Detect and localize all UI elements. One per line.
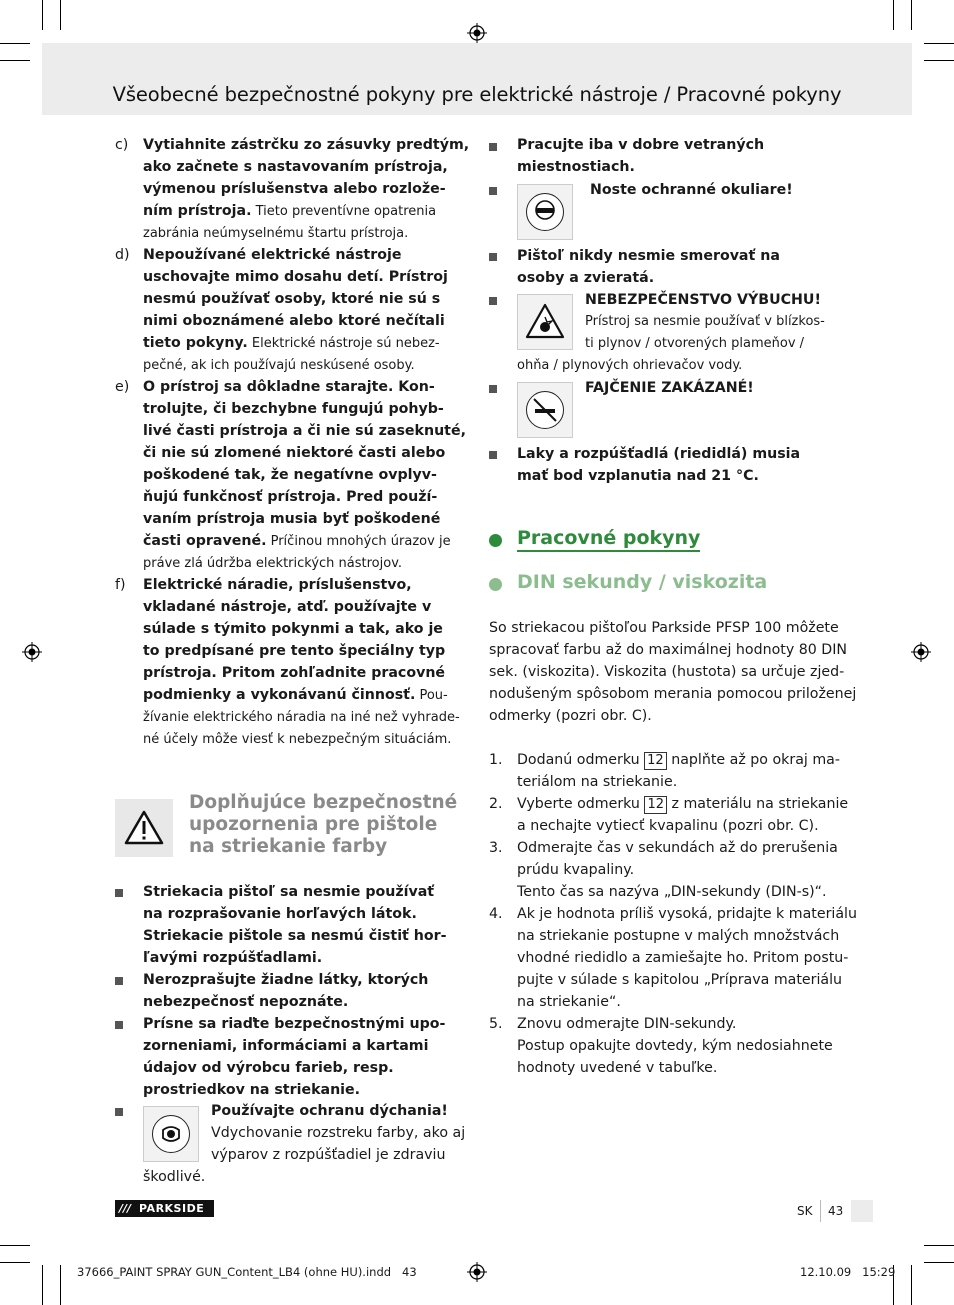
brand-logo: /// PARKSIDE	[115, 1200, 214, 1217]
bullet-square-icon	[115, 977, 123, 985]
crop-mark	[911, 1265, 912, 1305]
text-run: nimi oboznámené alebo ktoré nečítali	[143, 313, 445, 329]
text-line	[143, 134, 469, 156]
text-line	[143, 552, 402, 575]
text-run: časti opravené.	[143, 533, 267, 549]
figure-ref-badge: 12	[644, 796, 667, 814]
crop-mark	[0, 1262, 30, 1263]
text-line	[143, 266, 448, 288]
text-line: Odmerajte čas v sekundách až do prerušenia	[517, 840, 838, 856]
crop-mark	[924, 60, 954, 61]
text-line	[143, 156, 448, 178]
text-line: Nerozprašujte žiadne látky, ktorých	[143, 972, 429, 988]
text-run: ňujú funkčnosť prístroja. Pred použí-	[143, 489, 438, 505]
bullet-square-icon	[489, 253, 497, 261]
text-run: pečné, ak ich používajú neskúsené osoby.	[143, 358, 415, 373]
text-line	[143, 618, 443, 640]
text-line: na rozprašovanie horľavých látok.	[143, 906, 417, 922]
text-line: pujte v súlade s kapitolou „Príprava materiálu	[517, 972, 843, 988]
text-line	[143, 420, 466, 442]
text-line: Prísne sa riaďte bezpečnostnými upo-	[143, 1016, 446, 1032]
right-bullets: Pracujte iba v dobre vetraných miestnostiach. Noste ochranné okuliare! Pištoľ nikdy nesmie smerovať na osoby a zvieratá. NEBEZPEČENSTVO VÝBUCHU! Prístroj sa nesmie používať v blízkos- ti plynov / otvorených plameňov / ohňa / plynových ohrievačov vody. FAJČENIE ZAKÁZANÉ! Laky a rozpúšťadlá (riedidlá) musia mať bod vzplanutia nad 21 °C.	[489, 134, 849, 494]
page-tab	[851, 1200, 873, 1222]
text-run: Tieto preventívne opatrenia	[251, 204, 437, 219]
text-line: odmerky (pozri obr. C).	[489, 708, 652, 724]
text-line: Ak je hodnota príliš vysoká, pridajte k materiálu	[517, 906, 857, 922]
text-run: O prístroj sa dôkladne starajte. Kon-	[143, 379, 435, 395]
step-number: 2.	[489, 796, 503, 812]
text-run: Elektrické nástroje sú nebez-	[247, 336, 440, 351]
text-run: nesmú používať osoby, ktoré nie sú s	[143, 291, 441, 307]
explosion-icon-box	[517, 294, 573, 350]
crop-mark	[0, 43, 30, 44]
text-line: na striekanie“.	[517, 994, 621, 1010]
text-line: Tento čas sa nazýva „DIN-sekundy (DIN-s)“.	[517, 884, 827, 900]
step-number: 5.	[489, 1016, 503, 1032]
figure-ref-badge: 12	[644, 752, 667, 770]
text-line	[143, 354, 415, 377]
crop-mark	[42, 0, 43, 30]
list-label: e)	[115, 379, 130, 395]
warning-heading: Doplňujúce bezpečnostné upozornenia pre pištole na striekanie farby	[189, 792, 458, 857]
divider	[820, 1200, 821, 1222]
text-line: a nechajte vytiecť kvapalinu (pozri obr. C).	[517, 818, 819, 834]
text-line	[143, 486, 437, 508]
text-line: Dodanú odmerku 12 naplňte až po okraj ma-	[517, 752, 840, 768]
text-line	[143, 178, 446, 200]
text-run: či nie sú zlomené niektoré časti alebo	[143, 445, 446, 461]
list-label: c)	[115, 137, 129, 153]
text-run: ako začnete s nastavovaním prístroja,	[143, 159, 448, 175]
text-line	[143, 574, 412, 596]
text-line	[143, 684, 448, 707]
text-line	[143, 530, 451, 553]
crop-mark	[0, 1245, 30, 1246]
text-run: výmenou príslušenstva alebo rozlože-	[143, 181, 446, 197]
text-line: sek. (viskozita). Viskozita (hustota) sa určuje zjed-	[489, 664, 845, 680]
text-line: nodušeným spôsobom merania pomocou priloženej	[489, 686, 857, 702]
list-label: f)	[115, 577, 126, 593]
text-line: Striekacie pištole sa nesmú čistiť hor-	[143, 928, 447, 944]
text-line: hodnoty uvedené v tabuľke.	[517, 1060, 718, 1076]
text-line: Znovu odmerajte DIN-sekundy.	[517, 1016, 737, 1032]
bullet-square-icon	[115, 1108, 123, 1116]
text-line: zorneniami, informáciami a kartami	[143, 1038, 429, 1054]
text-line	[143, 662, 445, 684]
text-line: teriálom na striekanie.	[517, 774, 678, 790]
text-line: prúdu kvapaliny.	[517, 862, 635, 878]
text-line	[143, 398, 444, 420]
text-line: prostriedkov na striekanie.	[143, 1082, 361, 1098]
registration-mark-icon	[467, 23, 487, 43]
text-run: žívanie elektrického náradia na iné než vyhrade-	[143, 710, 460, 725]
section-heading: DIN sekundy / viskozita	[517, 571, 768, 593]
crop-mark	[60, 1265, 61, 1305]
list-label: d)	[115, 247, 130, 263]
registration-mark-icon	[911, 642, 931, 662]
step-number: 4.	[489, 906, 503, 922]
print-date: 12.10.09 15:29	[800, 1265, 896, 1279]
text-run: ním prístroja.	[143, 203, 252, 219]
language-code: SK	[797, 1204, 813, 1218]
bullet-square-icon	[489, 385, 497, 393]
section-bullet-icon	[489, 578, 502, 591]
text-line	[143, 596, 431, 618]
text-run: né účely môže viesť k nebezpečným situáciám.	[143, 732, 452, 747]
text-line	[143, 464, 437, 486]
no-smoking-icon	[526, 391, 564, 429]
crop-mark	[924, 1245, 954, 1246]
text-run: livé časti prístroja a či nie sú zaseknuté,	[143, 423, 466, 439]
text-line	[143, 508, 440, 530]
text-run: zabránia neúmyselnému štartu prístroja.	[143, 226, 409, 241]
text-line	[143, 728, 451, 751]
registration-mark-icon	[467, 1262, 487, 1282]
registration-mark-icon	[22, 642, 42, 662]
text-line	[143, 244, 401, 266]
text-run: práve zlá údržba elektrických nástrojov.	[143, 556, 403, 571]
bullet-square-icon	[489, 187, 497, 195]
bullet-square-icon	[489, 297, 497, 305]
text-line	[143, 332, 440, 355]
warning-icon-box	[115, 799, 173, 857]
text-run: súlade s týmito pokynmi a tak, ako je	[143, 621, 443, 637]
goggles-icon-box	[517, 184, 573, 240]
file-slug: 37666_PAINT SPRAY GUN_Content_LB4 (ohne HU).indd 43	[77, 1265, 417, 1279]
text-line	[143, 222, 408, 245]
no-smoking-icon-box	[517, 382, 573, 438]
text-run: trolujte, či bezchybne fungujú pohyb-	[143, 401, 444, 417]
bullet-square-icon	[115, 1021, 123, 1029]
text-run: prístroja. Pritom zohľadnite pracovné	[143, 665, 446, 681]
goggles-icon	[526, 193, 564, 231]
text-run: Elektrické náradie, príslušenstvo,	[143, 577, 412, 593]
text-run: Pou-	[415, 688, 448, 703]
text-line: vhodné riedidlo a zamiešajte ho. Pritom postu-	[517, 950, 849, 966]
text-line	[143, 376, 435, 398]
bullet-square-icon	[115, 889, 123, 897]
bullet-square-icon	[489, 451, 497, 459]
explosion-warning-icon	[518, 295, 572, 349]
text-line: So striekacou pištoľou Parkside PFSP 100 môžete	[489, 620, 839, 636]
respirator-icon	[152, 1115, 190, 1153]
text-run: tieto pokyny.	[143, 335, 248, 351]
crop-mark	[42, 1265, 43, 1305]
respirator-block: Používajte ochranu dýchania! Vdychovanie rozstreku farby, ako aj výparov z rozpúšťadiel je zdraviu škodlivé.	[115, 1100, 470, 1190]
text-run: Vytiahnite zástrčku zo zásuvky predtým,	[143, 137, 470, 153]
text-run: vkladané nástroje, atď. používajte v	[143, 599, 432, 615]
step-number: 1.	[489, 752, 503, 768]
crop-mark	[911, 0, 912, 30]
warning-triangle-icon	[115, 799, 173, 857]
text-run: poškodené tak, že negatívne ovplyv-	[143, 467, 437, 483]
text-run: to predpísané pre tento špeciálny typ	[143, 643, 446, 659]
crop-mark	[924, 1262, 954, 1263]
crop-mark	[60, 0, 61, 30]
text-line	[143, 442, 445, 464]
respirator-icon-box	[143, 1106, 199, 1162]
text-line: spracovať farbu až do maximálnej hodnoty 80 DIN	[489, 642, 848, 658]
section-bullet-icon	[489, 534, 502, 547]
text-line	[143, 288, 440, 310]
text-line: údajov od výrobcu farieb, resp.	[143, 1060, 394, 1076]
section-heading: Pracovné pokyny	[517, 526, 700, 552]
page-number: 43	[828, 1204, 844, 1218]
text-line: nebezpečnosť nepoznáte.	[143, 994, 349, 1010]
text-line	[143, 706, 460, 729]
crop-mark	[0, 60, 30, 61]
text-line: na striekanie postupne v malých množstvách	[517, 928, 840, 944]
step-number: 3.	[489, 840, 503, 856]
text-line: Striekacia pištoľ sa nesmie používať	[143, 884, 435, 900]
text-run: Nepoužívané elektrické nástroje	[143, 247, 402, 263]
text-line: Vyberte odmerku 12 z materiálu na striekanie	[517, 796, 849, 812]
text-run: vaním prístroja musia byť poškodené	[143, 511, 441, 527]
bullet-square-icon	[489, 143, 497, 151]
text-line: ľavými rozpúšťadlami.	[143, 950, 323, 966]
text-run: uschovajte mimo dosahu detí. Prístroj	[143, 269, 448, 285]
text-line	[143, 640, 445, 662]
text-run: podmienky a vykonávanú činnosť.	[143, 687, 416, 703]
text-line	[143, 200, 436, 223]
text-line: Postup opakujte dovtedy, kým nedosiahnete	[517, 1038, 833, 1054]
text-run: Príčinou mnohých úrazov je	[266, 534, 451, 549]
text-line	[143, 310, 445, 332]
crop-mark	[893, 0, 894, 30]
crop-mark	[924, 43, 954, 44]
page-header	[42, 43, 912, 115]
page-title: Všeobecné bezpečnostné pokyny pre elektrické nástroje / Pracovné pokyny	[112, 83, 842, 106]
